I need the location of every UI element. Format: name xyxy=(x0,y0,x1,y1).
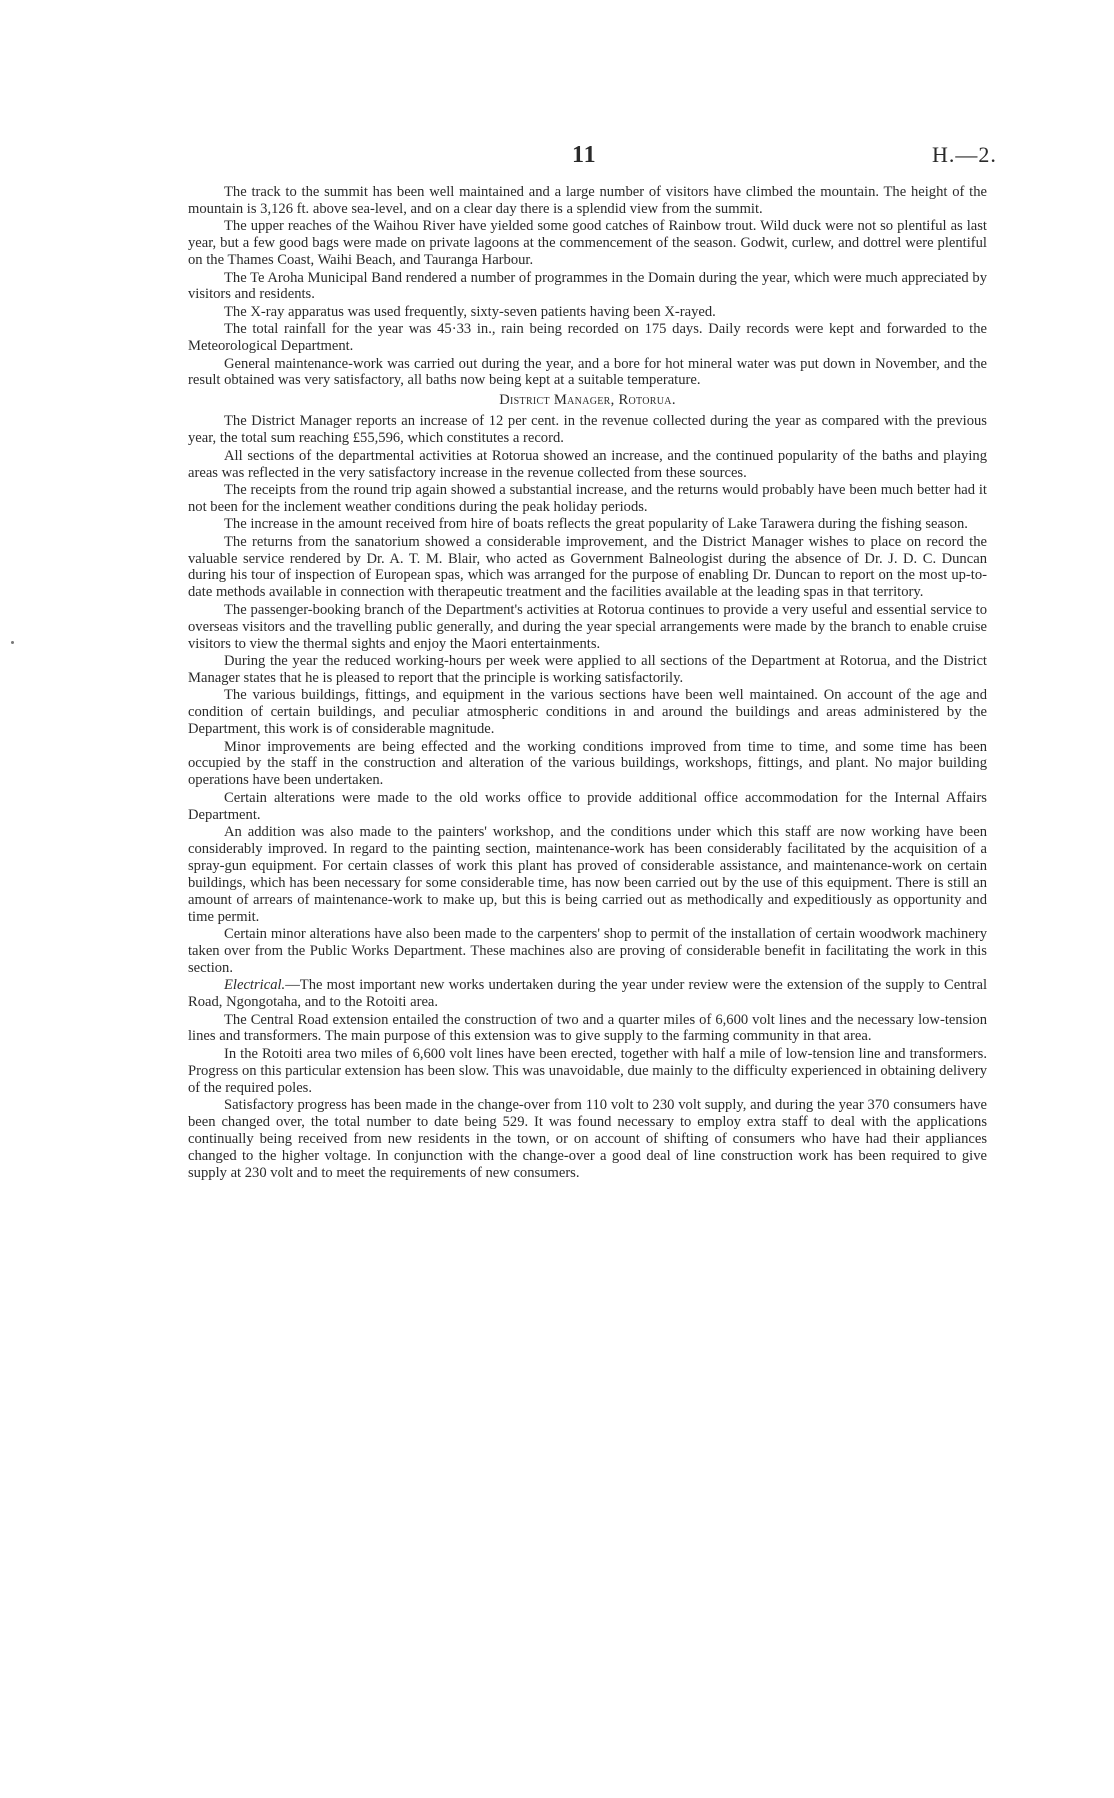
paragraph-working-hours: During the year the reduced working-hours per week were applied to all sections of the Department at Rotorua, and the District Manager states that he is pleased to report that the principle is working satisfactorily. xyxy=(188,652,987,686)
paragraph-baths-popularity: All sections of the departmental activities at Rotorua showed an increase, and the continued popularity of the baths and playing areas was reflected in the very satisfactory increase in the revenue collected from these sources. xyxy=(188,447,987,481)
section-heading-rotorua: District Manager, Rotorua. xyxy=(499,392,676,409)
paragraph-maintenance: General maintenance-work was carried out during the year, and a bore for hot mineral water was put down in November, and the result obtained was very satisfactory, all baths now being kept at a suitable temperature. xyxy=(188,355,987,389)
electrical-label: Electrical. xyxy=(224,977,286,994)
paragraph-sanatorium: The returns from the sanatorium showed a considerable improvement, and the District Manager wishes to place on record the valuable service rendered by Dr. A. T. M. Blair, who acted as Government Balneologist during the absence of Dr. J. D. C. Duncan during his tour of inspection of European spas, which was arranged for the purpose of enabling Dr. Duncan to report on the most up-to-date methods available in connection with therapeutic treatment and the facilities available at the leading spas in that territory. xyxy=(188,533,987,601)
paragraph-boat-hire: The increase in the amount received from hire of boats reflects the great popularity of Lake Tarawera during the fishing season. xyxy=(224,516,968,533)
paragraph-x-ray: The X-ray apparatus was used frequently, sixty-seven patients having been X-rayed. xyxy=(224,303,716,320)
paragraph-painters-workshop: An addition was also made to the painters' workshop, and the conditions under which this staff are now working have been considerably improved. In regard to the painting section, maintenance-work has been considerably facilitated by the acquisition of a spray-gun equipment. For certain classes of work this plant has proved of considerable assistance, and maintenance-work on certain buildings, which has been necessary for some considerable time, has now been carried out by the use of this equipment. There is still an amount of arrears of maintenance-work to make up, but this is being carried out as methodically and expeditiously as opportunity and time permit. xyxy=(188,824,987,925)
paragraph-passenger-booking: The passenger-booking branch of the Department's activities at Rotorua continues to provide a very useful and essential service to overseas visitors and the travelling public generally, and during the year special arrangements were made by the branch to enable cruise visitors to view the thermal sights and enjoy the Maori entertainments. xyxy=(188,601,987,652)
paragraph-rotoiti: In the Rotoiti area two miles of 6,600 volt lines have been erected, together with half a mile of low-tension line and transformers. Progress on this particular extension has been slow. This was unavoidable, due mainly to the difficulty experienced in obtaining delivery of the required poles. xyxy=(188,1045,987,1096)
paragraph-mountain-track: The track to the summit has been well maintained and a large number of visitors have climbed the mountain. The height of the mountain is 3,126 ft. above sea-level, and on a clear day there is a splendid view from the summit. xyxy=(188,184,987,217)
paragraph-fishing-shooting: The upper reaches of the Waihou River have yielded some good catches of Rainbow trout. Wild duck were not so plentiful as last year, but a few good bags were made on private lagoons at the commencement of the season. Godwit, curlew, and dottrel were plentiful on the Thames Coast, Waihi Beach, and Tauranga Harbour. xyxy=(188,218,987,269)
document-reference: H.—2. xyxy=(932,142,997,167)
report-body xyxy=(188,184,987,1182)
paragraph-works-office: Certain alterations were made to the old works office to provide additional office accommodation for the Internal Affairs Department. xyxy=(188,789,987,823)
paragraph-buildings: The various buildings, fittings, and equipment in the various sections have been well maintained. On account of the age and condition of certain buildings, and peculiar atmospheric conditions in and around the buildings and areas administered by the Department, this work is of considerable magnitude. xyxy=(188,687,987,738)
paragraph-central-road: The Central Road extension entailed the construction of two and a quarter miles of 6,600 volt lines and the necessary low-tension lines and transformers. The main purpose of this extension was to give supply to the farming community in that area. xyxy=(188,1011,987,1045)
scan-speck xyxy=(11,641,14,644)
paragraph-round-trip: The receipts from the round trip again showed a substantial increase, and the returns would probably have been much better had it not been for the inclement weather conditions during the peak holiday periods. xyxy=(188,481,987,515)
paragraph-electrical xyxy=(188,977,987,1011)
page-number: 11 xyxy=(572,142,597,168)
paragraph-rainfall: The total rainfall for the year was 45·33 in., rain being recorded on 175 days. Daily records were kept and forwarded to the Meteorological Department. xyxy=(188,321,987,355)
paragraph-revenue: The District Manager reports an increase of 12 per cent. in the revenue collected during the year as compared with the previous year, the total sum reaching £55,596, which constitutes a record. xyxy=(188,413,987,447)
paragraph-minor-improvements: Minor improvements are being effected and the working conditions improved from time to time, and some time has been occupied by the staff in the construction and alteration of the various buildings, workshops, fittings, and plant. No major building operations have been undertaken. xyxy=(188,738,987,789)
paragraph-carpenters-shop: Certain minor alterations have also been made to the carpenters' shop to permit of the installation of certain woodwork machinery taken over from the Public Works Department. These machines also are proving of considerable benefit in facilitating the work in this section. xyxy=(188,925,987,976)
paragraph-municipal-band: The Te Aroha Municipal Band rendered a number of programmes in the Domain during the year, which were much appreciated by visitors and residents. xyxy=(188,269,987,303)
electrical-text: —The most important new works undertaken during the year under review were the extension of the supply to Central Road, Ngongotaha, and to the Rotoiti area. xyxy=(188,977,987,1011)
paragraph-change-over: Satisfactory progress has been made in the change-over from 110 volt to 230 volt supply, and during the year 370 consumers have been changed over, the total number to date being 529. It was found necessary to employ extra staff to deal with the applications continually being received from new residents in the town, or on account of shifting of consumers who have had their appliances changed to the higher voltage. In conjunction with the change-over a good deal of line construction work has been required to give supply at 230 volt and to meet the requirements of new consumers. xyxy=(188,1097,987,1181)
